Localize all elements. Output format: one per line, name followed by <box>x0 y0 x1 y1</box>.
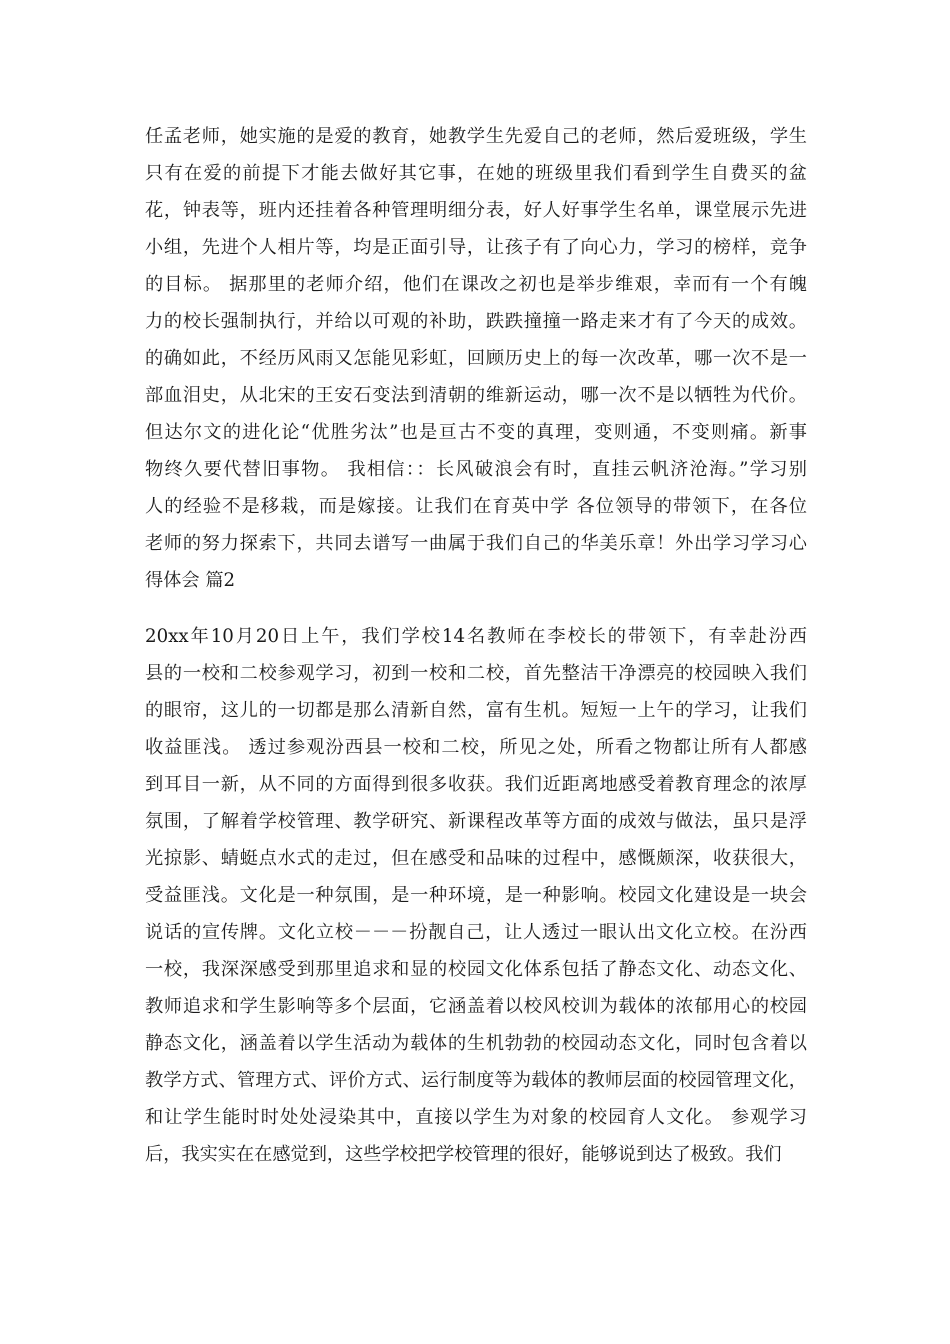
text-line: 的确如此，不经历风雨又怎能见彩虹，回顾历史上的每一次改革，哪一次不是一 <box>145 348 807 369</box>
text-line: 部血泪史，从北宋的王安石变法到清朝的维新运动，哪一次不是以牺牲为代价。 <box>145 385 807 406</box>
text-line: 任孟老师，她实施的是爱的教育，她教学生先爱自己的老师，然后爱班级，学生 <box>145 126 807 147</box>
text-line: 人的经验不是移栽，而是嫁接。让我们在育英中学 各位领导的带领下，在各位 <box>145 496 807 517</box>
text-line: 20xx年10月20日上午，我们学校14名教师在李校长的带领下，有幸赴汾西 <box>145 626 807 647</box>
paragraph-2 <box>145 618 807 1173</box>
text-line: 小组，先进个人相片等，均是正面引导，让孩子有了向心力，学习的榜样，竞争 <box>145 237 807 258</box>
text-line: 老师的努力探索下，共同去谱写一曲属于我们自己的华美乐章！外出学习学习心 <box>145 533 807 554</box>
paragraph-1 <box>145 118 807 599</box>
text-line: 物终久要代替旧事物。 我相信：：长风破浪会有时，直挂云帆济沧海。”学习别 <box>145 459 807 480</box>
text-line: 到耳目一新，从不同的方面得到很多收获。我们近距离地感受着教育理念的浓厚 <box>145 774 807 795</box>
text-line: 的眼帘，这儿的一切都是那么清新自然，富有生机。短短一上午的学习，让我们 <box>145 700 807 721</box>
text-line: 的目标。 据那里的老师介绍，他们在课改之初也是举步维艰，幸而有一个有魄 <box>145 274 807 295</box>
text-line: 和让学生能时时处处浸染其中，直接以学生为对象的校园育人文化。 参观学习 <box>145 1107 807 1128</box>
text-line: 后，我实实在在感觉到，这些学校把学校管理的很好，能够说到达了极致。我们 <box>145 1144 782 1165</box>
text-line: 教学方式、管理方式、评价方式、运行制度等为载体的教师层面的校园管理文化， <box>145 1070 807 1091</box>
text-line: 一校，我深深感受到那里追求和显的校园文化体系包括了静态文化、动态文化、 <box>145 959 807 980</box>
text-line: 但达尔文的进化论“优胜劣汰”也是亘古不变的真理，变则通，不变则痛。新事 <box>145 422 807 443</box>
text-line: 收益匪浅。 透过参观汾西县一校和二校，所见之处，所看之物都让所有人都感 <box>145 737 807 758</box>
text-line: 说话的宣传牌。文化立校－－－扮靓自己，让人透过一眼认出文化立校。在汾西 <box>145 922 807 943</box>
text-line: 教师追求和学生影响等多个层面，它涵盖着以校风校训为载体的浓郁用心的校园 <box>145 996 807 1017</box>
text-line: 静态文化，涵盖着以学生活动为载体的生机勃勃的校园动态文化，同时包含着以 <box>145 1033 807 1054</box>
text-line: 光掠影、蜻蜓点水式的走过，但在感受和品味的过程中，感慨颇深，收获很大， <box>145 848 807 869</box>
text-line: 氛围，了解着学校管理、教学研究、新课程改革等方面的成效与做法，虽只是浮 <box>145 811 807 832</box>
text-line: 力的校长强制执行，并给以可观的补助，跌跌撞撞一路走来才有了今天的成效。 <box>145 311 807 332</box>
text-line: 受益匪浅。文化是一种氛围，是一种环境，是一种影响。校园文化建设是一块会 <box>145 885 807 906</box>
text-line: 得体会 篇2 <box>145 570 236 591</box>
text-line: 县的一校和二校参观学习，初到一校和二校，首先整洁干净漂亮的校园映入我们 <box>145 663 807 684</box>
text-line: 只有在爱的前提下才能去做好其它事，在她的班级里我们看到学生自费买的盆 <box>145 163 807 184</box>
text-line: 花，钟表等，班内还挂着各种管理明细分表，好人好事学生名单，课堂展示先进 <box>145 200 807 221</box>
